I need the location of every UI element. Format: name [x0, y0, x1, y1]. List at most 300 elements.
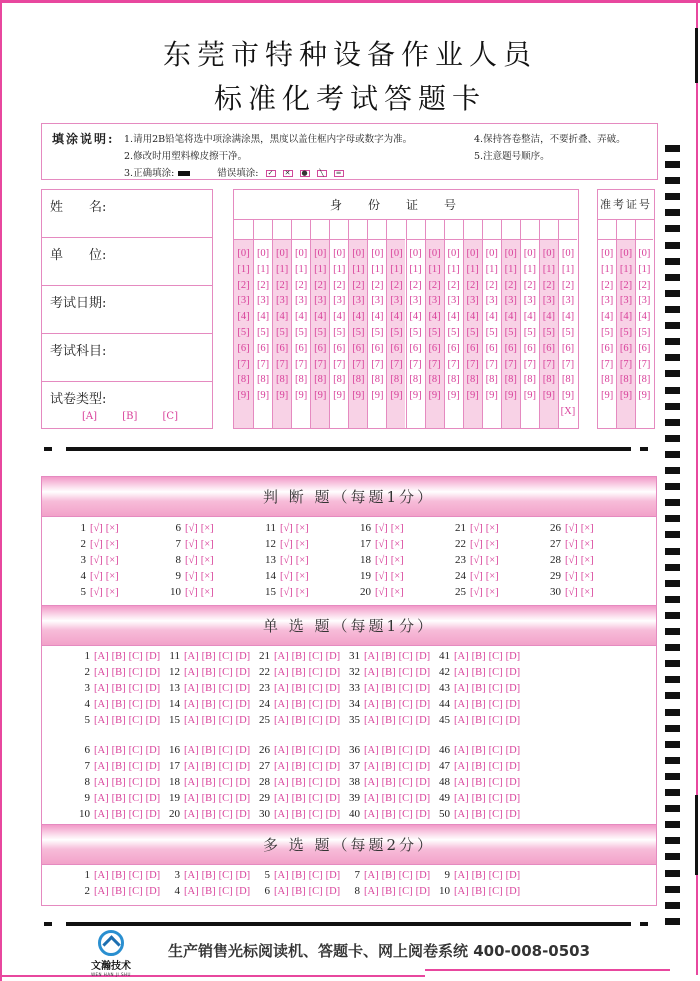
answer-bubble[interactable]: [A]: [94, 651, 109, 662]
answer-bubble[interactable]: [B]: [291, 699, 306, 710]
id-digit-bubble[interactable]: [5]: [504, 326, 517, 338]
admission-digit-bubble[interactable]: [7]: [619, 358, 633, 370]
id-digit-bubble[interactable]: [4]: [504, 311, 517, 323]
answer-bubble[interactable]: [√]: [90, 587, 103, 598]
answer-bubble[interactable]: [B]: [291, 715, 306, 726]
answer-bubble[interactable]: [A]: [94, 745, 109, 756]
answer-bubble[interactable]: [D]: [505, 683, 521, 694]
id-digit-bubble[interactable]: [2]: [447, 279, 460, 291]
answer-bubble[interactable]: [C]: [488, 683, 503, 694]
id-digit-write-cell[interactable]: [311, 220, 329, 240]
id-digit-bubble[interactable]: [7]: [466, 358, 479, 370]
answer-bubble[interactable]: [A]: [454, 683, 469, 694]
id-digit-bubble[interactable]: [8]: [314, 374, 327, 386]
admission-digit-bubble[interactable]: [4]: [638, 311, 651, 323]
id-digit-bubble[interactable]: [5]: [485, 326, 498, 338]
answer-bubble[interactable]: [×]: [200, 587, 214, 598]
admission-digit-bubble[interactable]: [8]: [601, 374, 614, 386]
id-digit-bubble[interactable]: [8]: [466, 374, 479, 386]
answer-bubble[interactable]: [B]: [291, 886, 306, 897]
answer-bubble[interactable]: [D]: [325, 793, 341, 804]
answer-bubble[interactable]: [D]: [145, 886, 161, 897]
answer-bubble[interactable]: [B]: [471, 777, 486, 788]
answer-bubble[interactable]: [D]: [325, 683, 341, 694]
answer-bubble[interactable]: [D]: [325, 886, 341, 897]
answer-bubble[interactable]: [B]: [381, 683, 396, 694]
id-digit-bubble[interactable]: [6]: [447, 342, 460, 354]
id-digit-write-cell[interactable]: [559, 220, 577, 240]
answer-bubble[interactable]: [A]: [454, 715, 469, 726]
answer-bubble[interactable]: [×]: [105, 555, 119, 566]
answer-bubble[interactable]: [D]: [505, 745, 521, 756]
answer-bubble[interactable]: [√]: [470, 555, 483, 566]
answer-bubble[interactable]: [B]: [381, 777, 396, 788]
answer-bubble[interactable]: [A]: [364, 809, 379, 820]
id-digit-write-cell[interactable]: [292, 220, 310, 240]
id-digit-bubble[interactable]: [8]: [237, 374, 250, 386]
answer-bubble[interactable]: [B]: [111, 870, 126, 881]
answer-bubble[interactable]: [D]: [235, 886, 251, 897]
id-digit-bubble[interactable]: [9]: [428, 390, 441, 402]
id-digit-bubble[interactable]: [0]: [256, 248, 270, 259]
id-digit-bubble[interactable]: [8]: [504, 374, 517, 386]
id-digit-bubble[interactable]: [5]: [542, 326, 556, 338]
answer-bubble[interactable]: [√]: [375, 523, 388, 534]
id-digit-bubble[interactable]: [1]: [466, 263, 479, 275]
answer-bubble[interactable]: [C]: [488, 761, 503, 772]
answer-bubble[interactable]: [×]: [105, 571, 119, 582]
id-digit-bubble[interactable]: [4]: [314, 311, 327, 323]
answer-bubble[interactable]: [A]: [364, 886, 379, 897]
answer-bubble[interactable]: [C]: [128, 793, 143, 804]
answer-bubble[interactable]: [C]: [398, 886, 413, 897]
answer-bubble[interactable]: [B]: [291, 745, 306, 756]
id-digit-bubble-x[interactable]: [X]: [560, 405, 576, 417]
id-digit-bubble[interactable]: [6]: [409, 342, 422, 354]
answer-bubble[interactable]: [B]: [291, 667, 306, 678]
admission-digit-write-cell[interactable]: [636, 220, 653, 240]
answer-bubble[interactable]: [B]: [201, 809, 216, 820]
id-digit-bubble[interactable]: [8]: [428, 374, 441, 386]
answer-bubble[interactable]: [×]: [105, 523, 119, 534]
admission-digit-bubble[interactable]: [1]: [601, 263, 614, 275]
id-digit-bubble[interactable]: [2]: [314, 279, 327, 291]
id-digit-bubble[interactable]: [1]: [256, 263, 270, 275]
answer-bubble[interactable]: [A]: [94, 793, 109, 804]
admission-digit-write-cell[interactable]: [598, 220, 616, 240]
exam-date-field[interactable]: [42, 286, 212, 334]
id-digit-bubble[interactable]: [9]: [371, 390, 384, 402]
answer-bubble[interactable]: [C]: [488, 667, 503, 678]
answer-bubble[interactable]: [√]: [375, 539, 388, 550]
id-digit-bubble[interactable]: [9]: [295, 390, 308, 402]
answer-bubble[interactable]: [A]: [184, 870, 199, 881]
answer-bubble[interactable]: [B]: [471, 699, 486, 710]
id-digit-bubble[interactable]: [7]: [523, 358, 536, 370]
id-digit-bubble[interactable]: [5]: [295, 326, 308, 338]
answer-bubble[interactable]: [×]: [390, 555, 404, 566]
id-digit-bubble[interactable]: [5]: [466, 326, 479, 338]
answer-bubble[interactable]: [D]: [145, 715, 161, 726]
admission-digit-bubble[interactable]: [0]: [638, 248, 651, 259]
answer-bubble[interactable]: [A]: [274, 651, 289, 662]
id-digit-bubble[interactable]: [3]: [256, 295, 270, 307]
answer-bubble[interactable]: [A]: [184, 886, 199, 897]
answer-bubble[interactable]: [C]: [218, 667, 233, 678]
id-digit-bubble[interactable]: [5]: [409, 326, 422, 338]
answer-bubble[interactable]: [D]: [505, 761, 521, 772]
answer-bubble[interactable]: [B]: [381, 715, 396, 726]
id-digit-bubble[interactable]: [7]: [485, 358, 498, 370]
answer-bubble[interactable]: [B]: [381, 886, 396, 897]
id-digit-bubble[interactable]: [6]: [276, 342, 289, 354]
id-digit-bubble[interactable]: [7]: [237, 358, 250, 370]
answer-bubble[interactable]: [√]: [565, 539, 578, 550]
id-digit-bubble[interactable]: [9]: [409, 390, 422, 402]
answer-bubble[interactable]: [D]: [415, 886, 431, 897]
answer-bubble[interactable]: [D]: [235, 870, 251, 881]
answer-bubble[interactable]: [B]: [201, 745, 216, 756]
answer-bubble[interactable]: [A]: [184, 699, 199, 710]
answer-bubble[interactable]: [A]: [184, 809, 199, 820]
answer-bubble[interactable]: [A]: [184, 715, 199, 726]
answer-bubble[interactable]: [×]: [105, 539, 119, 550]
id-digit-bubble[interactable]: [5]: [390, 326, 403, 338]
answer-bubble[interactable]: [B]: [381, 667, 396, 678]
id-digit-bubble[interactable]: [6]: [237, 342, 250, 354]
id-digit-bubble[interactable]: [9]: [561, 390, 575, 402]
answer-bubble[interactable]: [C]: [398, 761, 413, 772]
answer-bubble[interactable]: [C]: [308, 715, 323, 726]
answer-bubble[interactable]: [A]: [364, 761, 379, 772]
id-digit-bubble[interactable]: [1]: [409, 263, 422, 275]
answer-bubble[interactable]: [D]: [325, 809, 341, 820]
answer-bubble[interactable]: [√]: [565, 587, 578, 598]
answer-bubble[interactable]: [×]: [295, 555, 309, 566]
answer-bubble[interactable]: [D]: [145, 761, 161, 772]
answer-bubble[interactable]: [B]: [111, 667, 126, 678]
id-digit-bubble[interactable]: [6]: [542, 342, 556, 354]
id-digit-bubble[interactable]: [2]: [409, 279, 422, 291]
id-digit-bubble[interactable]: [5]: [523, 326, 536, 338]
answer-bubble[interactable]: [×]: [200, 555, 214, 566]
id-digit-bubble[interactable]: [0]: [447, 248, 460, 259]
id-digit-bubble[interactable]: [0]: [333, 248, 346, 259]
answer-bubble[interactable]: [C]: [218, 745, 233, 756]
answer-bubble[interactable]: [A]: [274, 870, 289, 881]
id-digit-bubble[interactable]: [0]: [504, 248, 517, 259]
id-digit-bubble[interactable]: [3]: [276, 295, 289, 307]
id-digit-bubble[interactable]: [9]: [542, 390, 556, 402]
admission-digit-bubble[interactable]: [4]: [619, 311, 633, 323]
id-digit-bubble[interactable]: [8]: [485, 374, 498, 386]
answer-bubble[interactable]: [D]: [325, 777, 341, 788]
id-digit-bubble[interactable]: [9]: [504, 390, 517, 402]
answer-bubble[interactable]: [D]: [415, 870, 431, 881]
answer-bubble[interactable]: [C]: [488, 777, 503, 788]
answer-bubble[interactable]: [C]: [398, 793, 413, 804]
answer-bubble[interactable]: [C]: [398, 777, 413, 788]
id-digit-bubble[interactable]: [7]: [409, 358, 422, 370]
id-digit-bubble[interactable]: [6]: [485, 342, 498, 354]
answer-bubble[interactable]: [C]: [218, 809, 233, 820]
id-digit-write-cell[interactable]: [445, 220, 463, 240]
id-digit-bubble[interactable]: [5]: [256, 326, 270, 338]
answer-bubble[interactable]: [A]: [184, 651, 199, 662]
answer-bubble[interactable]: [D]: [415, 683, 431, 694]
answer-bubble[interactable]: [√]: [565, 571, 578, 582]
answer-bubble[interactable]: [A]: [184, 761, 199, 772]
answer-bubble[interactable]: [×]: [390, 523, 404, 534]
id-digit-bubble[interactable]: [9]: [466, 390, 479, 402]
answer-bubble[interactable]: [C]: [218, 870, 233, 881]
answer-bubble[interactable]: [A]: [274, 761, 289, 772]
answer-bubble[interactable]: [A]: [454, 651, 469, 662]
answer-bubble[interactable]: [√]: [470, 571, 483, 582]
id-digit-bubble[interactable]: [0]: [466, 248, 479, 259]
answer-bubble[interactable]: [×]: [390, 587, 404, 598]
admission-digit-bubble[interactable]: [3]: [638, 295, 651, 307]
answer-bubble[interactable]: [D]: [415, 809, 431, 820]
id-digit-bubble[interactable]: [3]: [409, 295, 422, 307]
id-digit-bubble[interactable]: [3]: [390, 295, 403, 307]
id-digit-bubble[interactable]: [8]: [276, 374, 289, 386]
answer-bubble[interactable]: [C]: [308, 886, 323, 897]
answer-bubble[interactable]: [C]: [308, 683, 323, 694]
exam-subject-field[interactable]: [42, 334, 212, 382]
id-digit-bubble[interactable]: [6]: [314, 342, 327, 354]
answer-bubble[interactable]: [C]: [488, 745, 503, 756]
id-digit-bubble[interactable]: [6]: [561, 342, 575, 354]
answer-bubble[interactable]: [B]: [471, 761, 486, 772]
answer-bubble[interactable]: [C]: [308, 651, 323, 662]
id-digit-bubble[interactable]: [2]: [523, 279, 536, 291]
id-digit-bubble[interactable]: [9]: [390, 390, 403, 402]
answer-bubble[interactable]: [C]: [398, 667, 413, 678]
answer-bubble[interactable]: [√]: [280, 587, 293, 598]
id-digit-bubble[interactable]: [6]: [295, 342, 308, 354]
answer-bubble[interactable]: [A]: [364, 651, 379, 662]
answer-bubble[interactable]: [D]: [235, 683, 251, 694]
answer-bubble[interactable]: [D]: [145, 745, 161, 756]
id-digit-bubble[interactable]: [4]: [466, 311, 479, 323]
id-digit-bubble[interactable]: [8]: [295, 374, 308, 386]
answer-bubble[interactable]: [B]: [111, 886, 126, 897]
answer-bubble[interactable]: [A]: [364, 683, 379, 694]
answer-bubble[interactable]: [B]: [291, 683, 306, 694]
answer-bubble[interactable]: [A]: [364, 777, 379, 788]
answer-bubble[interactable]: [√]: [185, 587, 198, 598]
answer-bubble[interactable]: [D]: [145, 667, 161, 678]
answer-bubble[interactable]: [D]: [325, 651, 341, 662]
answer-bubble[interactable]: [√]: [565, 523, 578, 534]
id-digit-bubble[interactable]: [8]: [352, 374, 365, 386]
answer-bubble[interactable]: [C]: [128, 886, 143, 897]
id-digit-bubble[interactable]: [0]: [352, 248, 365, 259]
id-digit-bubble[interactable]: [1]: [485, 263, 498, 275]
id-digit-bubble[interactable]: [2]: [256, 279, 270, 291]
id-digit-bubble[interactable]: [2]: [466, 279, 479, 291]
id-digit-bubble[interactable]: [2]: [542, 279, 556, 291]
id-digit-write-cell[interactable]: [464, 220, 482, 240]
answer-bubble[interactable]: [A]: [274, 809, 289, 820]
answer-bubble[interactable]: [√]: [90, 539, 103, 550]
answer-bubble[interactable]: [C]: [488, 809, 503, 820]
id-digit-write-cell[interactable]: [426, 220, 444, 240]
id-digit-bubble[interactable]: [8]: [409, 374, 422, 386]
answer-bubble[interactable]: [A]: [454, 667, 469, 678]
answer-bubble[interactable]: [D]: [145, 683, 161, 694]
id-digit-write-cell[interactable]: [368, 220, 386, 240]
answer-bubble[interactable]: [A]: [454, 777, 469, 788]
answer-bubble[interactable]: [D]: [235, 699, 251, 710]
admission-digit-bubble[interactable]: [5]: [638, 326, 651, 338]
id-digit-bubble[interactable]: [7]: [333, 358, 346, 370]
id-digit-bubble[interactable]: [4]: [561, 311, 575, 323]
answer-bubble[interactable]: [D]: [325, 745, 341, 756]
answer-bubble[interactable]: [D]: [235, 809, 251, 820]
answer-bubble[interactable]: [√]: [185, 571, 198, 582]
answer-bubble[interactable]: [B]: [111, 761, 126, 772]
id-digit-bubble[interactable]: [3]: [237, 295, 250, 307]
id-digit-bubble[interactable]: [0]: [276, 248, 289, 259]
id-digit-bubble[interactable]: [1]: [561, 263, 575, 275]
id-digit-write-cell[interactable]: [330, 220, 348, 240]
id-digit-bubble[interactable]: [2]: [237, 279, 250, 291]
answer-bubble[interactable]: [C]: [308, 793, 323, 804]
answer-bubble[interactable]: [A]: [94, 699, 109, 710]
answer-bubble[interactable]: [D]: [415, 745, 431, 756]
id-digit-bubble[interactable]: [1]: [333, 263, 346, 275]
answer-bubble[interactable]: [D]: [235, 715, 251, 726]
answer-bubble[interactable]: [√]: [470, 523, 483, 534]
answer-bubble[interactable]: [×]: [105, 587, 119, 598]
answer-bubble[interactable]: [D]: [235, 793, 251, 804]
id-digit-bubble[interactable]: [3]: [333, 295, 346, 307]
answer-bubble[interactable]: [B]: [381, 793, 396, 804]
answer-bubble[interactable]: [C]: [488, 699, 503, 710]
answer-bubble[interactable]: [C]: [128, 699, 143, 710]
id-digit-bubble[interactable]: [9]: [276, 390, 289, 402]
id-digit-bubble[interactable]: [3]: [466, 295, 479, 307]
answer-bubble[interactable]: [C]: [218, 683, 233, 694]
answer-bubble[interactable]: [×]: [485, 587, 499, 598]
answer-bubble[interactable]: [B]: [111, 715, 126, 726]
answer-bubble[interactable]: [C]: [218, 699, 233, 710]
answer-bubble[interactable]: [A]: [94, 667, 109, 678]
id-digit-write-cell[interactable]: [521, 220, 539, 240]
answer-bubble[interactable]: [A]: [364, 745, 379, 756]
answer-bubble[interactable]: [D]: [325, 761, 341, 772]
answer-bubble[interactable]: [×]: [485, 571, 499, 582]
id-digit-bubble[interactable]: [6]: [523, 342, 536, 354]
answer-bubble[interactable]: [B]: [111, 651, 126, 662]
answer-bubble[interactable]: [A]: [94, 683, 109, 694]
answer-bubble[interactable]: [×]: [485, 555, 499, 566]
answer-bubble[interactable]: [B]: [201, 667, 216, 678]
answer-bubble[interactable]: [A]: [274, 886, 289, 897]
admission-digit-bubble[interactable]: [6]: [601, 342, 614, 354]
answer-bubble[interactable]: [C]: [128, 761, 143, 772]
id-digit-bubble[interactable]: [7]: [542, 358, 556, 370]
answer-bubble[interactable]: [C]: [308, 699, 323, 710]
answer-bubble[interactable]: [A]: [364, 667, 379, 678]
answer-bubble[interactable]: [A]: [274, 715, 289, 726]
id-digit-bubble[interactable]: [9]: [237, 390, 250, 402]
admission-digit-bubble[interactable]: [3]: [619, 295, 633, 307]
answer-bubble[interactable]: [√]: [375, 571, 388, 582]
answer-bubble[interactable]: [B]: [291, 761, 306, 772]
admission-digit-bubble[interactable]: [8]: [619, 374, 633, 386]
answer-bubble[interactable]: [√]: [280, 539, 293, 550]
id-digit-bubble[interactable]: [3]: [428, 295, 441, 307]
id-digit-bubble[interactable]: [1]: [447, 263, 460, 275]
id-digit-bubble[interactable]: [4]: [352, 311, 365, 323]
id-digit-bubble[interactable]: [1]: [428, 263, 441, 275]
id-digit-bubble[interactable]: [6]: [352, 342, 365, 354]
answer-bubble[interactable]: [D]: [145, 699, 161, 710]
id-digit-bubble[interactable]: [5]: [428, 326, 441, 338]
answer-bubble[interactable]: [D]: [505, 809, 521, 820]
answer-bubble[interactable]: [×]: [580, 587, 594, 598]
id-digit-bubble[interactable]: [4]: [542, 311, 556, 323]
answer-bubble[interactable]: [A]: [274, 699, 289, 710]
id-digit-bubble[interactable]: [8]: [256, 374, 270, 386]
answer-bubble[interactable]: [D]: [145, 809, 161, 820]
id-digit-bubble[interactable]: [5]: [314, 326, 327, 338]
id-digit-bubble[interactable]: [6]: [333, 342, 346, 354]
answer-bubble[interactable]: [A]: [454, 809, 469, 820]
answer-bubble[interactable]: [C]: [128, 777, 143, 788]
answer-bubble[interactable]: [B]: [471, 715, 486, 726]
answer-bubble[interactable]: [C]: [398, 683, 413, 694]
answer-bubble[interactable]: [A]: [94, 886, 109, 897]
answer-bubble[interactable]: [D]: [235, 667, 251, 678]
answer-bubble[interactable]: [B]: [291, 809, 306, 820]
id-digit-bubble[interactable]: [0]: [390, 248, 403, 259]
answer-bubble[interactable]: [A]: [364, 715, 379, 726]
id-digit-bubble[interactable]: [9]: [523, 390, 536, 402]
answer-bubble[interactable]: [C]: [398, 699, 413, 710]
answer-bubble[interactable]: [D]: [505, 793, 521, 804]
id-digit-bubble[interactable]: [4]: [333, 311, 346, 323]
id-digit-bubble[interactable]: [7]: [504, 358, 517, 370]
id-digit-bubble[interactable]: [5]: [561, 326, 575, 338]
admission-digit-write-cell[interactable]: [617, 220, 634, 240]
id-digit-bubble[interactable]: [0]: [295, 248, 308, 259]
answer-bubble[interactable]: [B]: [201, 651, 216, 662]
answer-bubble[interactable]: [B]: [111, 683, 126, 694]
answer-bubble[interactable]: [B]: [471, 886, 486, 897]
id-digit-write-cell[interactable]: [273, 220, 291, 240]
answer-bubble[interactable]: [D]: [505, 870, 521, 881]
answer-bubble[interactable]: [√]: [280, 523, 293, 534]
answer-bubble[interactable]: [B]: [471, 651, 486, 662]
id-digit-bubble[interactable]: [2]: [371, 279, 384, 291]
answer-bubble[interactable]: [B]: [111, 699, 126, 710]
id-digit-bubble[interactable]: [5]: [276, 326, 289, 338]
answer-bubble[interactable]: [C]: [308, 761, 323, 772]
id-digit-bubble[interactable]: [4]: [428, 311, 441, 323]
answer-bubble[interactable]: [C]: [218, 793, 233, 804]
answer-bubble[interactable]: [×]: [580, 523, 594, 534]
admission-digit-bubble[interactable]: [7]: [601, 358, 614, 370]
id-digit-bubble[interactable]: [7]: [390, 358, 403, 370]
id-digit-bubble[interactable]: [8]: [447, 374, 460, 386]
id-digit-write-cell[interactable]: [540, 220, 558, 240]
answer-bubble[interactable]: [B]: [381, 761, 396, 772]
answer-bubble[interactable]: [B]: [111, 809, 126, 820]
